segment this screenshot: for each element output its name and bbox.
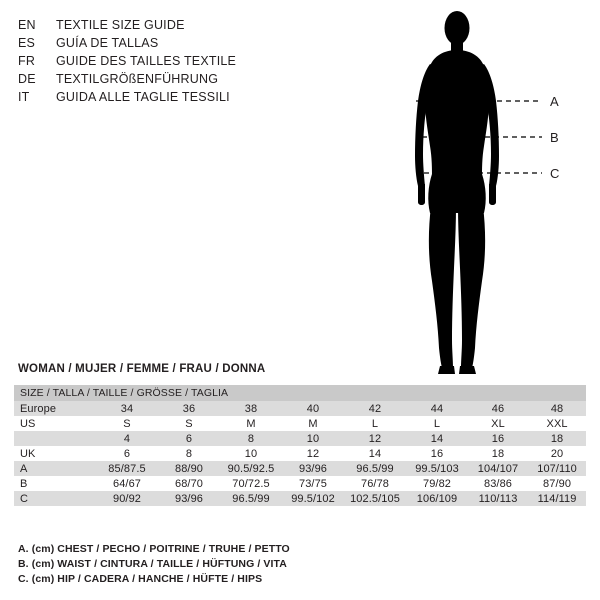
table-cell: 14 [344,446,406,461]
language-title: GUIDE DES TAILLES TEXTILE [56,54,237,68]
row-label: UK [14,446,96,461]
table-cell: 16 [468,431,528,446]
table-cell: XL [468,416,528,431]
table-cell: S [96,416,158,431]
table-cell: 110/113 [468,491,528,506]
row-label: C [14,491,96,506]
table-cell: 64/67 [96,476,158,491]
table-row [14,446,586,461]
note-hip: C. (cm) HIP / CADERA / HANCHE / HÜFTE / HIPS [18,573,263,585]
table-header-cell: SIZE / TALLA / TAILLE / GRÖSSE / TAGLIA [14,385,586,401]
table-cell: XXL [528,416,586,431]
table-cell: 8 [220,431,282,446]
table-cell: 96.5/99 [220,491,282,506]
table-cell: L [344,416,406,431]
table-header-row [14,385,586,401]
table-cell: 73/75 [282,476,344,491]
language-row [18,88,398,106]
language-title: TEXTILGRÖßENFÜHRUNG [56,72,219,86]
table-cell: 87/90 [528,476,586,491]
table-cell: 96.5/99 [344,461,406,476]
table-row [14,401,586,416]
row-label: Europe [14,401,96,416]
table-cell: 14 [406,431,468,446]
language-list [18,16,398,106]
table-cell: 88/90 [158,461,220,476]
table-row [14,491,586,506]
language-title: GUIDA ALLE TAGLIE TESSILI [56,90,230,104]
size-table-wrapper [14,385,586,506]
note-waist: B. (cm) WAIST / CINTURA / TAILLE / HÜFTUNG / VITA [18,558,287,570]
table-cell: 18 [528,431,586,446]
table-cell: 70/72.5 [220,476,282,491]
table-cell: 83/86 [468,476,528,491]
table-cell: 20 [528,446,586,461]
table-cell: 38 [220,401,282,416]
table-cell: 18 [468,446,528,461]
table-row [14,431,586,446]
marker-label-c: C [550,166,560,181]
language-code: FR [18,54,36,68]
table-row [14,476,586,491]
table-cell: 44 [406,401,468,416]
language-code: DE [18,72,36,86]
language-code: EN [18,18,36,32]
table-cell: 40 [282,401,344,416]
table-cell: 114/119 [528,491,586,506]
size-table [14,385,586,506]
table-cell: 6 [158,431,220,446]
table-cell: 107/110 [528,461,586,476]
table-cell: 102.5/105 [344,491,406,506]
table-cell: L [406,416,468,431]
table-cell: 6 [96,446,158,461]
table-cell: 76/78 [344,476,406,491]
table-cell: 10 [220,446,282,461]
table-cell: M [282,416,344,431]
language-row [18,34,398,52]
table-cell: 16 [406,446,468,461]
row-label: A [14,461,96,476]
language-code: ES [18,36,36,50]
table-cell: S [158,416,220,431]
table-cell: 93/96 [282,461,344,476]
silhouette-icon [415,11,499,374]
table-row [14,416,586,431]
table-cell: 93/96 [158,491,220,506]
table-cell: 4 [96,431,158,446]
table-cell: 36 [158,401,220,416]
section-title: WOMAN / MUJER / FEMME / FRAU / DONNA [18,363,266,375]
table-cell: 106/109 [406,491,468,506]
table-cell: 42 [344,401,406,416]
table-cell: 85/87.5 [96,461,158,476]
table-cell: 48 [528,401,586,416]
table-cell: 99.5/103 [406,461,468,476]
table-cell: M [220,416,282,431]
female-silhouette-figure [382,6,592,381]
row-label: US [14,416,96,431]
language-row [18,52,398,70]
table-cell: 79/82 [406,476,468,491]
note-chest: A. (cm) CHEST / PECHO / POITRINE / TRUHE / PETTO [18,543,290,555]
measurement-notes [18,542,578,587]
table-row [14,461,586,476]
language-row [18,70,398,88]
table-cell: 68/70 [158,476,220,491]
table-cell: 90/92 [96,491,158,506]
table-cell: 10 [282,431,344,446]
table-cell: 104/107 [468,461,528,476]
language-title: GUÍA DE TALLAS [56,36,159,50]
table-cell: 8 [158,446,220,461]
table-cell: 99.5/102 [282,491,344,506]
table-cell: 34 [96,401,158,416]
table-cell: 46 [468,401,528,416]
language-row [18,16,398,34]
language-code: IT [18,90,30,104]
language-title: TEXTILE SIZE GUIDE [56,18,185,32]
row-label: B [14,476,96,491]
table-cell: 12 [282,446,344,461]
row-label [14,431,96,446]
table-cell: 12 [344,431,406,446]
marker-label-b: B [550,130,559,145]
table-cell: 90.5/92.5 [220,461,282,476]
marker-label-a: A [550,94,559,109]
